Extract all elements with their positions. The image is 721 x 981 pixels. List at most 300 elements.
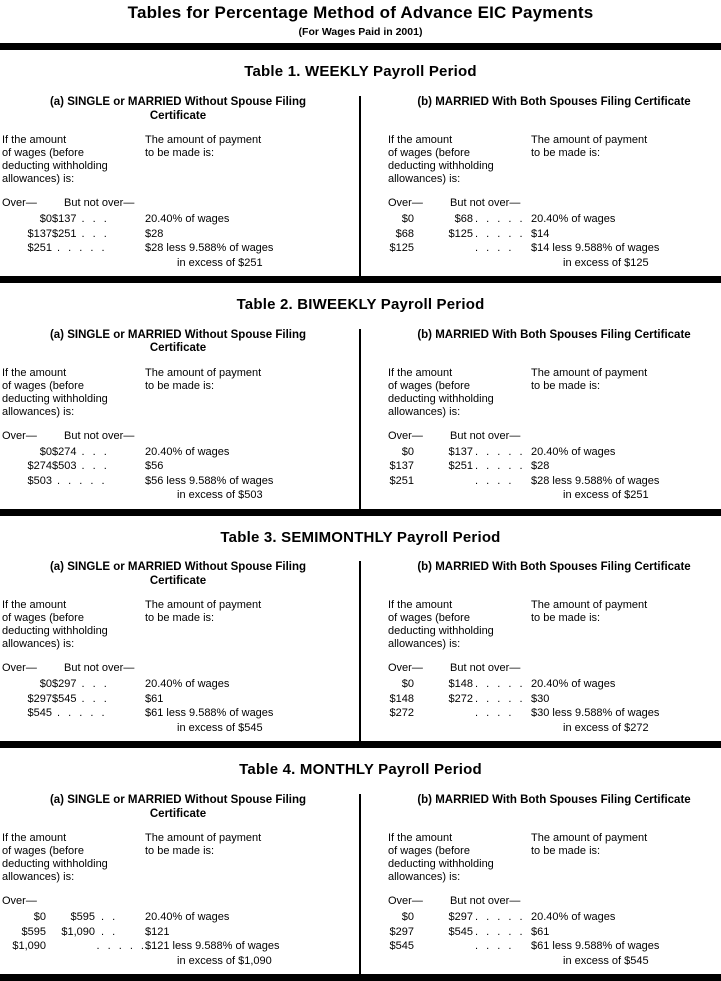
payment-text: $61 less 9.588% of wages — [531, 940, 660, 953]
over-value: $137 — [389, 460, 414, 473]
over-value: $0 — [401, 911, 414, 924]
payment-text: $61 — [531, 925, 550, 938]
not-over-value — [46, 939, 90, 968]
payment-cell — [145, 227, 354, 242]
dot-leader: . . . . . — [96, 940, 145, 953]
payment-caption-line: The amount of payment — [145, 134, 262, 147]
section-heading-line: Certificate — [149, 807, 207, 820]
payment-caption-line: The amount of payment — [531, 599, 648, 612]
section-a — [0, 329, 360, 503]
wages-caption-line: of wages (before — [2, 845, 84, 858]
not-over-value: $125 — [448, 227, 473, 240]
payment-caption-line: to be made is: — [145, 845, 215, 858]
over-value: $125 — [389, 242, 414, 255]
wages-caption-line: deducting withholding — [388, 392, 494, 405]
payment-caption — [531, 599, 720, 651]
payment-cell — [145, 910, 354, 925]
column-captions — [388, 134, 720, 186]
section-heading-line: (b) MARRIED With Both Spouses Filing Certificate — [417, 561, 691, 574]
column-captions — [2, 832, 354, 884]
column-divider — [359, 96, 361, 276]
payment-text: 20.40% of wages — [531, 678, 616, 691]
not-over-cell — [414, 227, 531, 242]
but-not-over-label: But not over— — [450, 429, 521, 442]
not-over-cell — [414, 241, 531, 270]
divider-bar — [0, 276, 721, 283]
column-captions — [388, 832, 720, 884]
payment-caption-line: The amount of payment — [145, 599, 262, 612]
table-row — [388, 227, 720, 242]
payment-cell — [531, 910, 720, 925]
payment-caption — [531, 832, 720, 884]
wages-caption-line: of wages (before — [388, 845, 470, 858]
wages-caption-line: allowances) is: — [388, 871, 461, 884]
not-over-value — [414, 474, 473, 503]
table-row — [2, 445, 354, 460]
section-heading-line: (b) MARRIED With Both Spouses Filing Certificate — [417, 794, 691, 807]
table-row — [2, 459, 354, 474]
over-value: $503 — [27, 474, 52, 487]
payment-continuation: in excess of $251 — [177, 256, 263, 269]
wages-caption-line: allowances) is: — [2, 638, 75, 651]
rate-rows — [2, 445, 354, 503]
section-heading — [2, 794, 354, 821]
not-over-value: $272 — [448, 692, 473, 705]
not-over-value: $251 — [52, 227, 77, 240]
over-value: $545 — [389, 940, 414, 953]
dot-leader: . . — [101, 911, 117, 924]
not-over-cell — [414, 459, 531, 474]
column-divider — [359, 794, 361, 974]
range-labels — [388, 662, 720, 675]
section-b — [360, 794, 721, 968]
over-value: $251 — [389, 474, 414, 487]
over-value: $137 — [27, 227, 52, 240]
wages-caption-line: If the amount — [2, 366, 67, 379]
wages-caption — [388, 367, 531, 419]
payment-caption — [531, 367, 720, 419]
table-row — [2, 692, 354, 707]
payment-continuation: in excess of $545 — [563, 954, 649, 967]
wages-caption-line: allowances) is: — [388, 638, 461, 651]
dot-leader: . . . — [81, 678, 108, 691]
payment-caption-line: The amount of payment — [145, 366, 262, 379]
dot-leader: . . . . . — [475, 460, 524, 473]
range-labels — [388, 197, 720, 210]
section-heading — [2, 329, 354, 356]
dot-leader: . . . . — [475, 474, 513, 487]
table-row — [388, 212, 720, 227]
section-heading-line: (b) MARRIED With Both Spouses Filing Certificate — [417, 328, 691, 341]
wages-caption — [2, 367, 145, 419]
table-row — [388, 474, 720, 503]
rate-rows — [388, 910, 720, 968]
over-value: $1,090 — [12, 940, 46, 953]
payment-caption — [145, 367, 354, 419]
payment-cell — [531, 212, 720, 227]
payment-continuation: in excess of $125 — [563, 256, 649, 269]
not-over-cell — [46, 910, 145, 925]
payment-caption-line: The amount of payment — [531, 832, 648, 845]
table-body — [0, 96, 721, 270]
payment-text: $56 — [145, 460, 164, 473]
payment-cell — [531, 474, 720, 503]
section-heading-line: (a) SINGLE or MARRIED Without Spouse Filing — [49, 96, 307, 109]
range-labels — [2, 895, 354, 908]
table-row — [2, 212, 354, 227]
payment-cell — [531, 677, 720, 692]
payment-caption-line: to be made is: — [145, 147, 215, 160]
not-over-cell — [52, 474, 145, 503]
dot-leader: . . . . . — [475, 692, 524, 705]
dot-leader: . . . . . — [57, 242, 106, 255]
payroll-table — [0, 296, 721, 516]
table-row — [388, 939, 720, 968]
table-row — [2, 241, 354, 270]
over-label: Over— — [2, 895, 37, 908]
payroll-table — [0, 63, 721, 283]
section-heading — [388, 561, 720, 588]
divider-bar — [0, 974, 721, 981]
table-row — [2, 939, 354, 968]
table-row — [2, 706, 354, 735]
section-heading — [388, 96, 720, 123]
not-over-cell — [414, 474, 531, 503]
not-over-cell — [46, 939, 145, 968]
not-over-cell — [52, 677, 145, 692]
section-heading — [388, 794, 720, 821]
dot-leader: . . — [101, 925, 117, 938]
payment-cell — [531, 692, 720, 707]
table-row — [2, 474, 354, 503]
payment-continuation: in excess of $1,090 — [177, 954, 272, 967]
not-over-cell — [414, 692, 531, 707]
over-value: $595 — [21, 925, 46, 938]
table-row — [388, 925, 720, 940]
over-value: $0 — [33, 911, 46, 924]
payment-cell — [145, 925, 354, 940]
wages-caption-line: deducting withholding — [2, 858, 108, 871]
not-over-cell — [414, 212, 531, 227]
column-captions — [2, 599, 354, 651]
not-over-cell — [52, 241, 145, 270]
section-heading-line: Certificate — [149, 574, 207, 587]
table-title: Table 4. MONTHLY Payroll Period — [239, 761, 482, 779]
payment-cell — [145, 706, 354, 735]
payment-cell — [145, 445, 354, 460]
column-captions — [2, 134, 354, 186]
wages-caption-line: of wages (before — [2, 379, 84, 392]
table-row — [2, 910, 354, 925]
not-over-value: $595 — [70, 911, 95, 924]
payment-caption-line: to be made is: — [531, 379, 601, 392]
not-over-value: $503 — [52, 460, 77, 473]
over-label: Over— — [388, 197, 423, 210]
payment-text: $14 — [531, 227, 550, 240]
dot-leader: . . . . — [475, 940, 513, 953]
not-over-value: $137 — [448, 445, 473, 458]
payment-cell — [145, 939, 354, 968]
payment-caption-line: The amount of payment — [531, 366, 648, 379]
payment-caption-line: to be made is: — [531, 612, 601, 625]
not-over-cell — [52, 227, 145, 242]
not-over-value: $68 — [454, 213, 473, 226]
not-over-value: $1,090 — [61, 925, 95, 938]
over-label: Over— — [388, 429, 423, 442]
payment-text: 20.40% of wages — [145, 213, 230, 226]
not-over-value: $297 — [52, 678, 77, 691]
over-value: $148 — [389, 692, 414, 705]
dot-leader: . . . — [81, 460, 108, 473]
payment-text: 20.40% of wages — [145, 445, 230, 458]
divider-bar — [0, 509, 721, 516]
table-row — [388, 910, 720, 925]
not-over-cell — [414, 706, 531, 735]
over-label: Over— — [388, 895, 423, 908]
wages-caption — [388, 599, 531, 651]
payment-text: $28 less 9.588% of wages — [531, 474, 660, 487]
payment-text: $28 less 9.588% of wages — [145, 242, 274, 255]
not-over-cell — [414, 925, 531, 940]
payment-caption — [145, 134, 354, 186]
payment-text: $61 — [145, 692, 164, 705]
rate-rows — [388, 677, 720, 735]
rate-rows — [388, 445, 720, 503]
payment-caption — [145, 599, 354, 651]
payment-text: 20.40% of wages — [145, 911, 230, 924]
payment-cell — [531, 939, 720, 968]
payment-text: 20.40% of wages — [531, 213, 616, 226]
table-title: Table 1. WEEKLY Payroll Period — [244, 63, 477, 81]
over-value: $0 — [39, 213, 52, 226]
payment-text: $56 less 9.588% of wages — [145, 474, 274, 487]
column-divider — [359, 329, 361, 509]
wages-caption-line: deducting withholding — [388, 160, 494, 173]
table-row — [388, 692, 720, 707]
not-over-value — [414, 706, 473, 735]
payment-text: $121 — [145, 925, 170, 938]
wages-caption-line: If the amount — [2, 832, 67, 845]
not-over-value: $297 — [448, 911, 473, 924]
range-labels — [388, 895, 720, 908]
divider-bar — [0, 741, 721, 748]
payment-text: $121 less 9.588% of wages — [145, 940, 280, 953]
wages-caption-line: If the amount — [2, 599, 67, 612]
range-labels — [388, 430, 720, 443]
wages-caption-line: deducting withholding — [388, 858, 494, 871]
not-over-cell — [52, 706, 145, 735]
section-heading-line: Certificate — [149, 109, 207, 122]
over-label: Over— — [2, 662, 37, 675]
dot-leader: . . . . — [475, 707, 513, 720]
over-value: $0 — [401, 678, 414, 691]
but-not-over-label: But not over— — [450, 662, 521, 675]
wages-caption-line: deducting withholding — [2, 625, 108, 638]
table-row — [388, 241, 720, 270]
section-heading — [2, 96, 354, 123]
but-not-over-label: But not over— — [450, 895, 521, 908]
section-a — [0, 794, 360, 968]
payment-caption — [531, 134, 720, 186]
table-row — [388, 445, 720, 460]
dot-leader: . . . . . — [475, 227, 524, 240]
over-value: $297 — [389, 925, 414, 938]
dot-leader: . . . . — [475, 242, 513, 255]
table-title: Table 3. SEMIMONTHLY Payroll Period — [220, 528, 501, 546]
payment-caption-line: to be made is: — [531, 845, 601, 858]
wages-caption-line: allowances) is: — [388, 405, 461, 418]
column-captions — [388, 599, 720, 651]
column-divider — [359, 561, 361, 741]
wages-caption-line: of wages (before — [2, 612, 84, 625]
dot-leader: . . . . . — [475, 678, 524, 691]
section-a — [0, 561, 360, 735]
range-labels — [2, 197, 354, 210]
wages-caption — [2, 599, 145, 651]
table-row — [2, 677, 354, 692]
payment-cell — [145, 677, 354, 692]
wages-caption-line: deducting withholding — [2, 392, 108, 405]
dot-leader: . . . — [81, 692, 108, 705]
not-over-value: $274 — [52, 445, 77, 458]
section-b — [360, 561, 721, 735]
table-body — [0, 561, 721, 735]
wages-caption-line: If the amount — [388, 599, 453, 612]
section-heading-line: (a) SINGLE or MARRIED Without Spouse Filing — [49, 328, 307, 341]
wages-caption-line: of wages (before — [388, 379, 470, 392]
not-over-cell — [414, 445, 531, 460]
column-captions — [388, 367, 720, 419]
over-value: $0 — [39, 445, 52, 458]
over-label: Over— — [2, 197, 37, 210]
table-row — [388, 677, 720, 692]
table-row — [388, 706, 720, 735]
section-a — [0, 96, 360, 270]
not-over-cell — [52, 692, 145, 707]
wages-caption-line: allowances) is: — [2, 871, 75, 884]
wages-caption-line: If the amount — [2, 134, 67, 147]
payroll-tables — [0, 63, 721, 981]
over-label: Over— — [2, 429, 37, 442]
over-value: $0 — [401, 445, 414, 458]
over-value: $272 — [389, 707, 414, 720]
payment-cell — [531, 227, 720, 242]
not-over-cell — [52, 212, 145, 227]
top-divider-bar — [0, 43, 721, 50]
payment-continuation: in excess of $272 — [563, 721, 649, 734]
payment-cell — [145, 241, 354, 270]
table-row — [2, 227, 354, 242]
wages-caption-line: deducting withholding — [2, 160, 108, 173]
dot-leader: . . . . . — [57, 707, 106, 720]
not-over-value: $148 — [448, 678, 473, 691]
wages-caption-line: of wages (before — [388, 147, 470, 160]
not-over-cell — [414, 910, 531, 925]
payment-text: 20.40% of wages — [531, 445, 616, 458]
payment-cell — [531, 241, 720, 270]
wages-caption-line: allowances) is: — [2, 173, 75, 186]
section-heading-line: (a) SINGLE or MARRIED Without Spouse Filing — [49, 794, 307, 807]
payment-cell — [531, 925, 720, 940]
payment-text: $61 less 9.588% of wages — [145, 707, 274, 720]
payment-continuation: in excess of $545 — [177, 721, 263, 734]
payment-text: $30 less 9.588% of wages — [531, 707, 660, 720]
section-heading — [388, 329, 720, 356]
payment-cell — [531, 706, 720, 735]
dot-leader: . . . . . — [57, 474, 106, 487]
but-not-over-label — [64, 895, 354, 908]
section-heading — [2, 561, 354, 588]
not-over-cell — [46, 925, 145, 940]
wages-caption-line: allowances) is: — [388, 173, 461, 186]
payment-caption-line: to be made is: — [145, 612, 215, 625]
over-label: Over— — [388, 662, 423, 675]
payment-cell — [145, 692, 354, 707]
not-over-cell — [52, 445, 145, 460]
wages-caption — [2, 134, 145, 186]
over-value: $0 — [39, 678, 52, 691]
over-value: $274 — [27, 460, 52, 473]
dot-leader: . . . . . — [475, 445, 524, 458]
wages-caption-line: allowances) is: — [2, 405, 75, 418]
payment-caption-line: to be made is: — [145, 379, 215, 392]
payment-caption-line: to be made is: — [531, 147, 601, 160]
payment-text: 20.40% of wages — [531, 911, 616, 924]
dot-leader: . . . . . — [475, 213, 524, 226]
not-over-cell — [414, 939, 531, 968]
not-over-value: $137 — [52, 213, 77, 226]
payment-cell — [531, 445, 720, 460]
payment-cell — [531, 459, 720, 474]
over-value: $545 — [27, 707, 52, 720]
wages-caption — [388, 832, 531, 884]
payroll-table — [0, 761, 721, 981]
rate-rows — [2, 212, 354, 270]
payment-caption — [145, 832, 354, 884]
wages-caption — [388, 134, 531, 186]
but-not-over-label: But not over— — [64, 429, 135, 442]
not-over-value: $545 — [52, 692, 77, 705]
table-body — [0, 329, 721, 503]
not-over-cell — [52, 459, 145, 474]
table-body — [0, 794, 721, 968]
wages-caption-line: If the amount — [388, 134, 453, 147]
dot-leader: . . . . . — [475, 911, 524, 924]
wages-caption-line: of wages (before — [2, 147, 84, 160]
wages-caption — [2, 832, 145, 884]
dot-leader: . . . — [81, 445, 108, 458]
payment-caption-line: The amount of payment — [531, 134, 648, 147]
dot-leader: . . . — [81, 227, 108, 240]
payment-text: 20.40% of wages — [145, 678, 230, 691]
over-value: $68 — [395, 227, 414, 240]
payment-caption-line: The amount of payment — [145, 832, 262, 845]
payment-text: $14 less 9.588% of wages — [531, 242, 660, 255]
payment-cell — [145, 474, 354, 503]
section-b — [360, 96, 721, 270]
payment-text: $28 — [145, 227, 164, 240]
payment-continuation: in excess of $503 — [177, 489, 263, 502]
table-row — [388, 459, 720, 474]
but-not-over-label: But not over— — [64, 662, 135, 675]
table-row — [2, 925, 354, 940]
section-heading-line: Certificate — [149, 342, 207, 355]
rate-rows — [388, 212, 720, 270]
payment-text: $28 — [531, 460, 550, 473]
not-over-value: $545 — [448, 925, 473, 938]
wages-caption-line: If the amount — [388, 366, 453, 379]
wages-caption-line: deducting withholding — [388, 625, 494, 638]
